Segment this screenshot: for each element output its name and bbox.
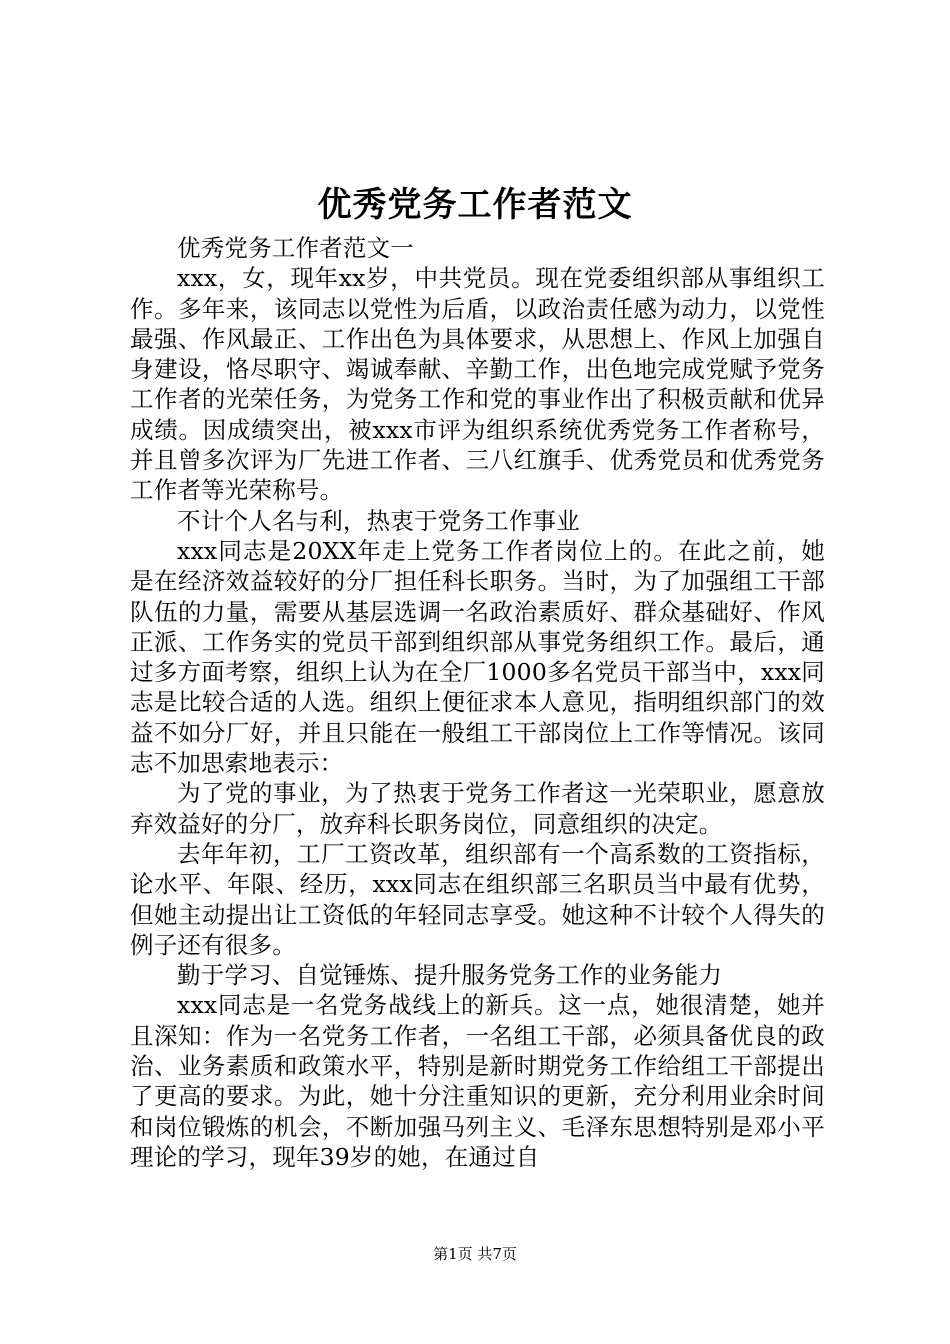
- body-paragraph: 为了党的事业，为了热衷于党务工作者这一光荣职业，愿意放弃效益好的分厂，放弃科长职务岗位，同意组织的决定。: [130, 779, 825, 838]
- document-title: 优秀党务工作者范文: [317, 185, 633, 225]
- body-paragraph: xxx，女，现年xx岁，中共党员。现在党委组织部从事组织工作。多年来，该同志以党性为后盾，以政治责任感为动力，以党性最强、作风最正、工作出色为具体要求，从思想上、作风上加强自身建设，恪尽职守、竭诚奉献、辛勤工作，出色地完成党赋予党务工作者的光荣任务，为党务工作和党的事业作出了积极贡献和优异成绩。因成绩突出，被xxx市评为组织系统优秀党务工作者称号，并且曾多次评为厂先进工作者、三八红旗手、优秀党员和优秀党务工作者等光荣称号。: [130, 264, 825, 505]
- section-heading: 不计个人名与利，热衷于党务工作事业: [177, 506, 580, 535]
- document-body: [130, 233, 825, 1172]
- body-paragraph: xxx同志是20XX年走上党务工作者岗位上的。在此之前，她是在经济效益较好的分厂担任科长职务。当时，为了加强组工干部队伍的力量，需要从基层选调一名政治素质好、群众基础好、作风正派、工作务实的党员干部到组织部从事党务组织工作。最后，通过多方面考察，组织上认为在全厂1000多名党员干部当中，xxx同志是比较合适的人选。组织上便征求本人意见，指明组织部门的效益不如分厂好，并且只能在一般组工干部岗位上工作等情况。该同志不加思索地表示：: [130, 536, 825, 778]
- body-paragraph: xxx同志是一名党务战线上的新兵。这一点，她很清楚，她并且深知：作为一名党务工作者，一名组工干部，必须具备优良的政治、业务素质和政策水平，特别是新时期党务工作给组工干部提出了更高的要求。为此，她十分注重知识的更新，充分利用业余时间和岗位锻炼的机会，不断加强马列主义、毛泽东思想特别是邓小平理论的学习，现年39岁的她，在通过自: [130, 991, 825, 1171]
- body-paragraph: 去年年初，工厂工资改革，组织部有一个高系数的工资指标，论水平、年限、经历，xxx同志在组织部三名职员当中最有优势，但她主动提出让工资低的年轻同志享受。她这种不计较个人得失的例子还有很多。: [130, 839, 825, 959]
- section-heading: 勤于学习、自觉锤炼、提升服务党务工作的业务能力: [177, 961, 723, 990]
- page-number-footer: 第1页 共7页: [433, 1245, 517, 1263]
- section-heading: 优秀党务工作者范文一: [177, 234, 414, 262]
